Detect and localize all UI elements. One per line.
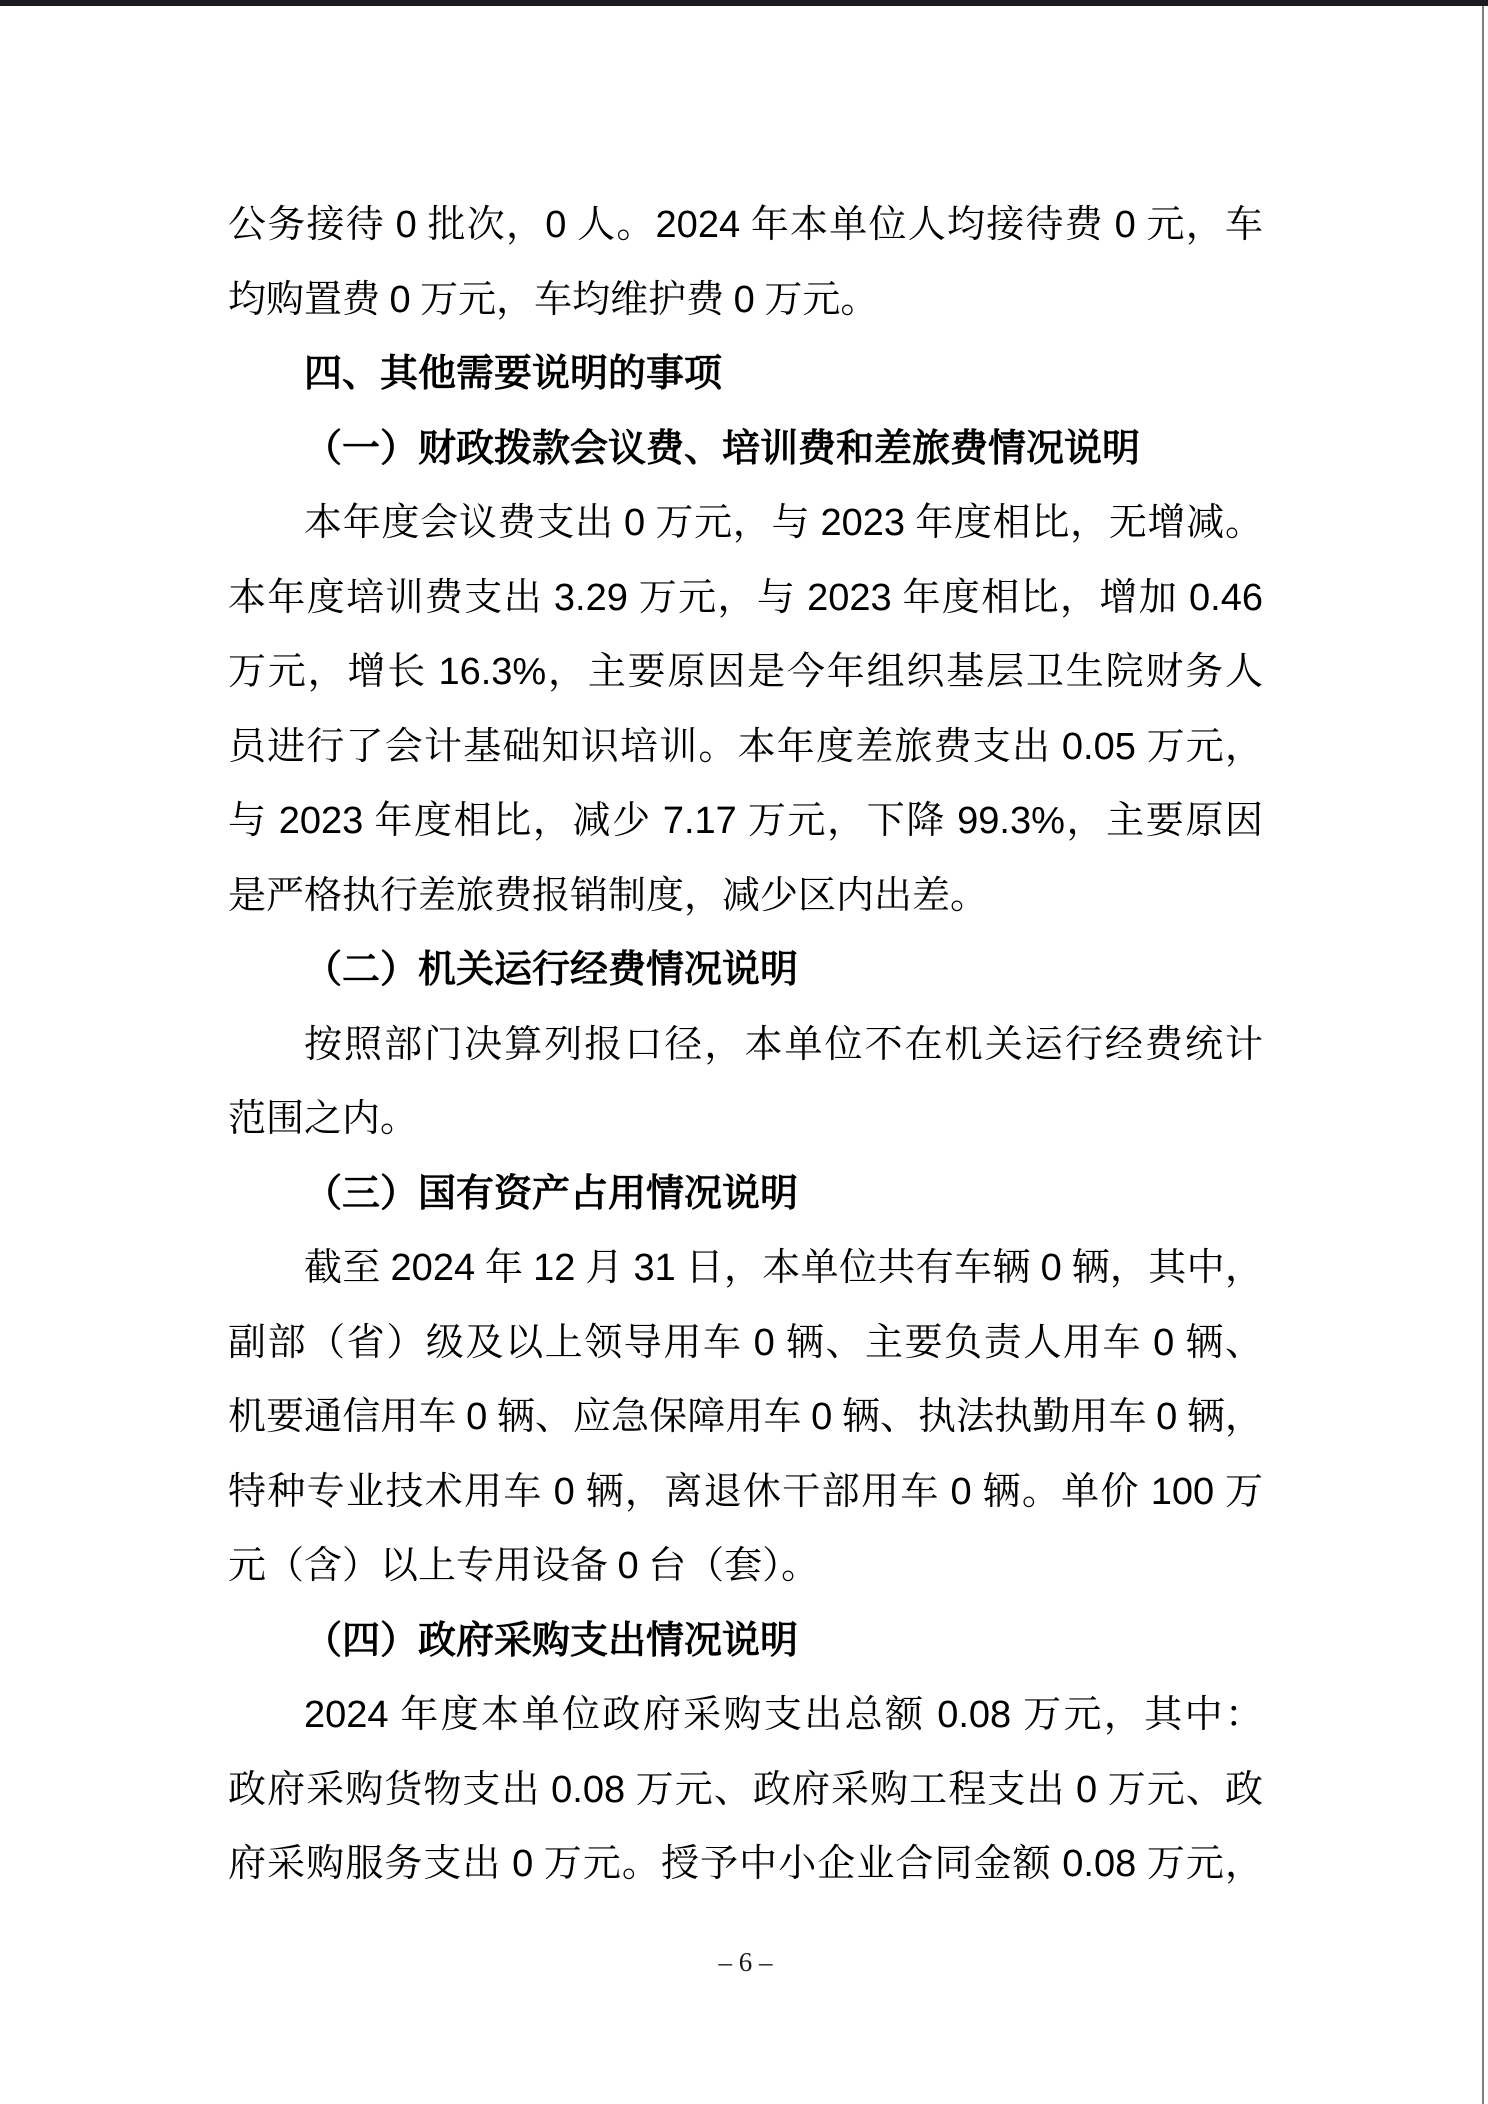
body-line: 截至 2024 年 12 月 31 日，本单位共有车辆 0 辆，其中， <box>304 1247 1263 1289</box>
page-number: – 6 – <box>718 1946 773 1977</box>
numeric-value: 2023 <box>278 800 364 842</box>
body-line: 万元，增长 16.3%，主要原因是今年组织基层卫生院财务人 <box>228 651 1263 693</box>
numeric-value: 0 <box>553 1470 575 1513</box>
numeric-value: 2023 <box>807 576 892 619</box>
document-body <box>228 188 1263 1902</box>
top-bar <box>0 0 1488 6</box>
numeric-value: 0 <box>753 1321 775 1364</box>
body-line: 公务接待 0 批次，0 人。2024 年本单位人均接待费 0 元，车 <box>228 204 1263 246</box>
body-line: 副部（省）级及以上领导用车 0 辆、主要负责人用车 0 辆、 <box>228 1321 1263 1364</box>
numeric-value: 0 <box>623 502 646 544</box>
numeric-value: 3.29 <box>553 576 628 619</box>
numeric-value: 0.08 <box>937 1694 1012 1736</box>
heading-block <box>228 337 1263 412</box>
numeric-value: 0 <box>1040 1247 1062 1289</box>
heading-line: （四）政府采购支出情况说明 <box>304 1619 799 1662</box>
paragraph-block <box>228 1008 1263 1157</box>
numeric-value: 0 <box>950 1470 972 1513</box>
numeric-value: 2024 <box>304 1694 389 1736</box>
body-line: 范围之内。 <box>228 1098 419 1140</box>
numeric-value: 0 <box>512 1843 534 1885</box>
numeric-value: 2024 <box>390 1247 476 1289</box>
body-line: 特种专业技术用车 0 辆，离退休干部用车 0 辆。单价 100 万 <box>228 1470 1263 1513</box>
body-line: 本年度会议费支出 0 万元，与 2023 年度相比，无增减。 <box>304 502 1263 544</box>
numeric-value: 31 <box>633 1247 676 1289</box>
body-line: 按照部门决算列报口径，本单位不在机关运行经费统计 <box>304 1023 1263 1066</box>
numeric-value: 16.3% <box>438 651 547 693</box>
body-line: 政府采购货物支出 0.08 万元、政府采购工程支出 0 万元、政 <box>228 1768 1263 1811</box>
document-page <box>228 188 1263 1982</box>
numeric-value: 12 <box>533 1247 576 1289</box>
numeric-value: 7.17 <box>662 800 737 842</box>
body-line: 机要通信用车 0 辆、应急保障用车 0 辆、执法执勤用车 0 辆， <box>228 1396 1263 1438</box>
numeric-value: 100 <box>1150 1470 1215 1513</box>
numeric-value: 0 <box>733 278 755 321</box>
numeric-value: 0 <box>1114 204 1136 246</box>
numeric-value: 0 <box>1153 1321 1175 1364</box>
heading-line: （二）机关运行经费情况说明 <box>304 949 799 991</box>
body-line: 元（含）以上专用设备 0 台（套）。 <box>228 1545 820 1587</box>
numeric-value: 2023 <box>820 502 905 544</box>
heading-line: 四、其他需要说明的事项 <box>304 353 723 395</box>
paragraph-block <box>228 1678 1263 1902</box>
body-line: 是严格执行差旅费报销制度，减少区内出差。 <box>228 874 989 917</box>
heading-block <box>228 1157 1263 1232</box>
heading-line: （三）国有资产占用情况说明 <box>304 1172 799 1215</box>
numeric-value: 2024 <box>655 204 741 246</box>
body-line: 员进行了会计基础知识培训。本年度差旅费支出 0.05 万元， <box>228 725 1263 768</box>
numeric-value: 0.08 <box>1062 1843 1137 1885</box>
body-line: 与 2023 年度相比，减少 7.17 万元，下降 99.3%，主要原因 <box>228 800 1263 842</box>
paragraph-block <box>228 188 1263 337</box>
numeric-value: 0.46 <box>1189 576 1263 619</box>
body-line: 府采购服务支出 0 万元。授予中小企业合同金额 0.08 万元， <box>228 1843 1263 1885</box>
body-line: 本年度培训费支出 3.29 万元，与 2023 年度相比，增加 0.46 <box>228 576 1263 619</box>
numeric-value: 0 <box>395 204 417 246</box>
numeric-value: 0.08 <box>551 1768 626 1811</box>
heading-block <box>228 1604 1263 1679</box>
numeric-value: 0 <box>1076 1768 1098 1811</box>
heading-line: （一）财政拨款会议费、培训费和差旅费情况说明 <box>304 427 1141 470</box>
paragraph-block <box>228 486 1263 933</box>
heading-block <box>228 933 1263 1008</box>
numeric-value: 0 <box>811 1396 833 1438</box>
numeric-value: 0 <box>466 1396 488 1438</box>
numeric-value: 0 <box>1156 1396 1178 1438</box>
numeric-value: 99.3% <box>957 800 1065 842</box>
numeric-value: 0 <box>545 204 567 246</box>
body-line: 2024 年度本单位政府采购支出总额 0.08 万元，其中： <box>304 1694 1263 1736</box>
numeric-value: 0 <box>389 278 411 321</box>
heading-block <box>228 412 1263 487</box>
body-line: 均购置费 0 万元，车均维护费 0 万元。 <box>228 278 879 321</box>
numeric-value: 0 <box>617 1545 639 1587</box>
window-right-border <box>1482 6 1484 2104</box>
paragraph-block <box>228 1231 1263 1604</box>
numeric-value: 0.05 <box>1061 725 1136 768</box>
